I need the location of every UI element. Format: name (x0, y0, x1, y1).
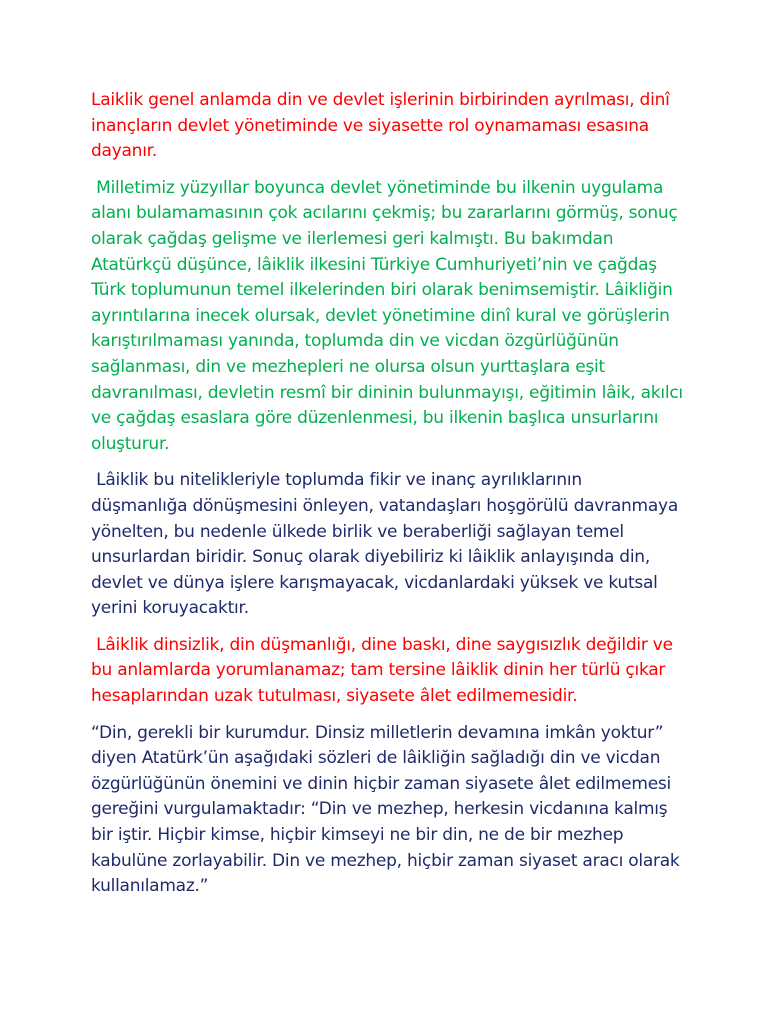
paragraph-not-irreligion: Lâiklik dinsizlik, din düşmanlığı, dine baskı, dine saygısızlık değildir ve bu anlamlarda yorumlanamaz; tam tersine lâiklik dinin her türlü çıkar hesaplarından uzak tutulması, siyasete âlet edilmemesidir. (91, 634, 678, 707)
paragraph-history: Milletimiz yüzyıllar boyunca devlet yönetiminde bu ilkenin uygulama alanı bulamamasının çok acılarını çekmiş; bu zararlarını görmüş, sonuç olarak çağdaş gelişme ve ilerlemesi geri kalmıştı. Bu bakımdan Atatürkçü düşünce, lâiklik ilkesini Türkiye Cumhuriyeti’nin ve çağdaş Türk toplumunun temel ilkelerinden biri olarak benimsemiştir. Lâikliğin ayrıntılarına inecek olursak, devlet yönetimine dinî kural ve görüşlerin karıştırılmaması yanında, toplumda din ve vicdan özgürlüğünün sağlanması, din ve mezhepleri ne olursa olsun yurttaşlara eşit davranılması, devletin resmî bir dininin bulunmayışı, eğitimin lâik, akılcı ve çağdaş esaslara göre düzenlenmesi, bu ilkenin başlıca unsurlarını oluşturur. (91, 177, 689, 454)
paragraph-unity: Lâiklik bu nitelikleriyle toplumda fikir ve inanç ayrılıklarının düşmanlığa dönüşmesini önleyen, vatandaşları hoşgörülü davranmaya yönelten, bu nedenle ülkede birlik ve beraberliği sağlayan temel unsurlardan biridir. Sonuç olarak diyebiliriz ki lâiklik anlayışında din, devlet ve dünya işlere karışmayacak, vicdanlardaki yüksek ve kutsal yerini koruyacaktır. (91, 470, 684, 619)
paragraph-definition: Laiklik genel anlamda din ve devlet işlerinin birbirinden ayrılması, dinî inançların devlet yönetiminde ve siyasette rol oynamaması esasına dayanır. (91, 90, 675, 162)
document-page (91, 88, 689, 900)
paragraph-ataturk-quote: “Din, gerekli bir kurumdur. Dinsiz milletlerin devamına imkân yoktur” diyen Atatürk’ün aşağıdaki sözleri de lâikliğin sağladığı din ve vicdan özgürlüğünün önemini ve dinin hiçbir zaman siyasete âlet edilmemesi gereğini vurgulamaktadır: “Din ve mezhep, herkesin vicdanına kalmış bir iştir. Hiçbir kimse, hiçbir kimseyi ne bir din, ne de bir mezhep kabulüne zorlayabilir. Din ve mezhep, hiçbir zaman siyaset aracı olarak kullanılamaz.” (91, 722, 685, 897)
